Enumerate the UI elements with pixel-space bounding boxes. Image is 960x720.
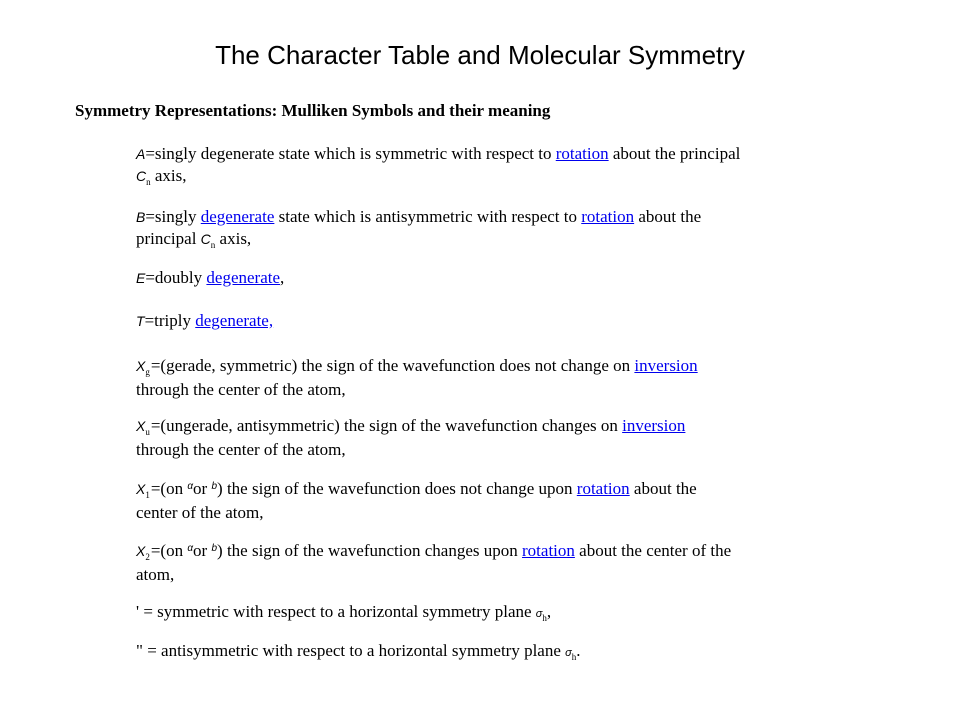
symbol-x: X [136, 358, 146, 374]
symbol-t: T [136, 313, 145, 329]
subscript-u: u [145, 427, 150, 437]
definition-e-pre: =doubly [145, 268, 207, 287]
definition-prime [136, 601, 796, 625]
definition-xu-text: =(ungerade, antisymmetric) the sign of the wavefunction changes on [150, 416, 623, 435]
symbol-e: E [136, 270, 146, 286]
subscript-2: 2 [145, 552, 150, 562]
definition-b-mid: state which is antisymmetric with respect to [274, 207, 582, 226]
symbol-x: X [136, 543, 146, 559]
degenerate-link[interactable]: degenerate [200, 207, 275, 226]
sigma-symbol: σ [565, 647, 572, 659]
symbol-x: X [136, 481, 146, 497]
definition-b-pre: =singly [145, 207, 201, 226]
definition-xg-line2: through the center of the atom, [136, 380, 346, 399]
definition-double-prime [136, 640, 796, 664]
definition-a-text: =singly degenerate state which is symmetric with respect to [145, 144, 556, 163]
sigma-symbol: σ [535, 608, 543, 620]
definition-x2-on: =(on [150, 541, 188, 560]
definition-t [136, 310, 796, 332]
alpha-symbol: α [187, 481, 194, 492]
cn-symbol: C [200, 231, 211, 247]
definition-xu-line2: through the center of the atom, [136, 440, 346, 459]
sigma-subscript: h [542, 613, 547, 623]
rotation-link[interactable]: rotation [555, 144, 609, 163]
definition-b-line2-pre: principal [136, 229, 201, 248]
rotation-link[interactable]: rotation [522, 541, 575, 560]
inversion-link[interactable]: inversion [634, 356, 698, 375]
symbol-a: A [136, 146, 146, 162]
alpha-symbol: α [187, 543, 194, 554]
definition-x1-on: =(on [150, 479, 188, 498]
definition-e [136, 267, 796, 289]
definition-xg [136, 355, 796, 400]
definition-prime-text: = symmetric with respect to a horizontal symmetry plane [139, 602, 536, 621]
degenerate-link[interactable]: degenerate, [195, 311, 274, 330]
sigma-subscript: h [571, 652, 577, 662]
definition-t-pre: =triply [144, 311, 196, 330]
definition-a [136, 143, 796, 189]
definition-x1 [136, 478, 796, 523]
definition-b-tail: about the [634, 207, 702, 226]
definition-xu [136, 415, 796, 460]
definition-x2-or: or [193, 541, 212, 560]
definition-x2-text: ) the sign of the wavefunction changes upon [217, 541, 523, 560]
symbol-x: X [136, 418, 146, 434]
definition-x2 [136, 540, 796, 585]
definition-prime-post: , [546, 602, 552, 621]
definition-double-prime-text: = antisymmetric with respect to a horizontal symmetry plane [142, 641, 566, 660]
definition-x1-tail: about the [629, 479, 697, 498]
symbol-b: B [136, 209, 146, 225]
definition-xg-text: =(gerade, symmetric) the sign of the wavefunction does not change on [150, 356, 635, 375]
section-subtitle: Symmetry Representations: Mulliken Symbols and their meaning [75, 101, 551, 120]
inversion-link[interactable]: inversion [622, 416, 686, 435]
definition-b-line2-post: axis, [215, 229, 252, 248]
definition-x1-line2: center of the atom, [136, 503, 264, 522]
page-title: The Character Table and Molecular Symmetry [215, 40, 745, 70]
definition-e-post: , [280, 268, 285, 287]
cn-subscript: n [146, 177, 151, 187]
b-symbol: b [211, 481, 218, 492]
rotation-link[interactable]: rotation [576, 479, 630, 498]
definition-x1-text: ) the sign of the wavefunction does not change upon [217, 479, 577, 498]
definition-a-line2: axis, [154, 166, 187, 185]
rotation-link[interactable]: rotation [581, 207, 635, 226]
definition-x2-tail: about the center of the [574, 541, 732, 560]
definition-x2-line2: atom, [136, 565, 175, 584]
double-prime-symbol: " [136, 641, 143, 660]
degenerate-link[interactable]: degenerate [206, 268, 281, 287]
definition-x1-or: or [193, 479, 212, 498]
cn-symbol: C [136, 168, 147, 184]
definition-double-prime-post: . [576, 641, 581, 660]
subscript-g: g [145, 367, 150, 377]
cn-subscript: n [210, 240, 216, 250]
subscript-1: 1 [145, 490, 150, 500]
prime-symbol: ' [136, 602, 140, 621]
definition-a-tail: about the principal [608, 144, 741, 163]
b-symbol: b [211, 543, 218, 554]
definition-b [136, 206, 796, 252]
